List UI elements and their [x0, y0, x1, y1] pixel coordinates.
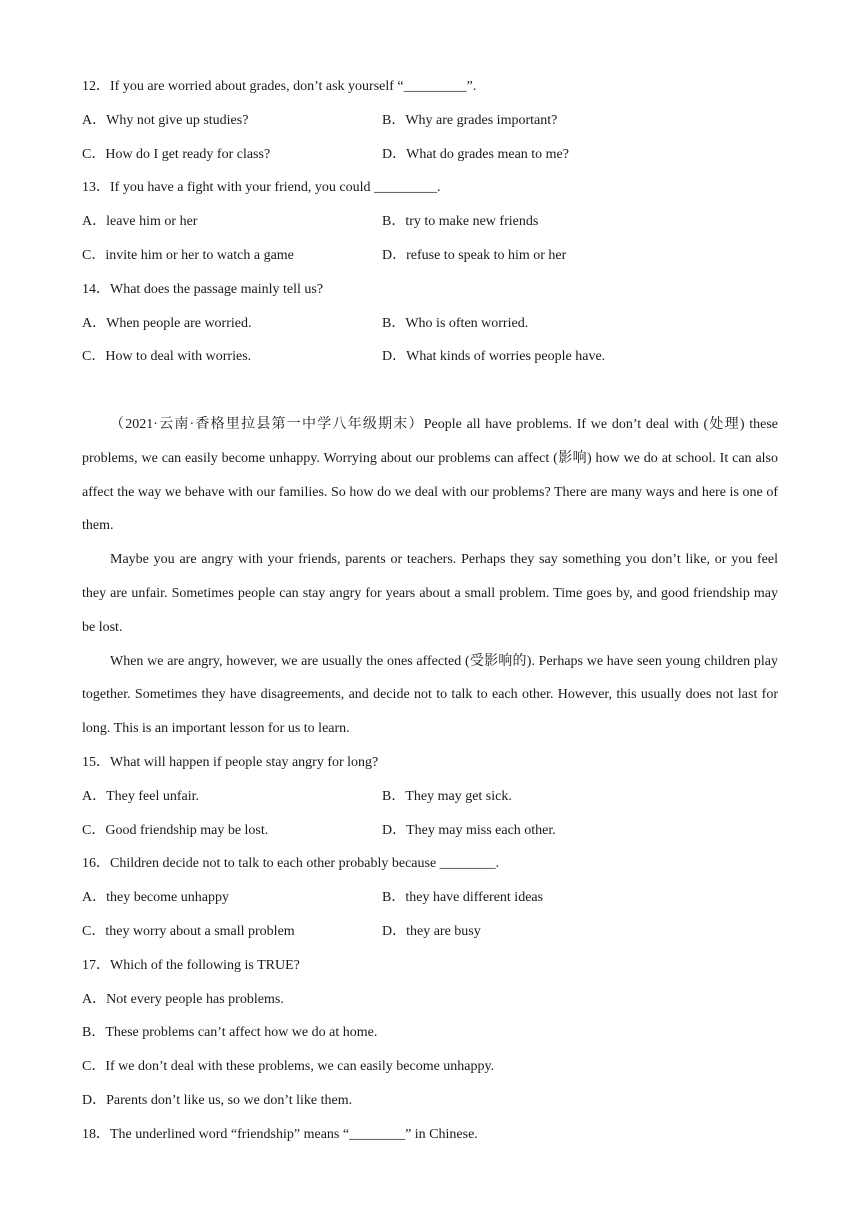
question-13-option-d: D．refuse to speak to him or her — [382, 247, 567, 263]
question-12-option-b: B．Why are grades important? — [382, 112, 558, 128]
question-15-option-c: C．Good friendship may be lost. — [82, 822, 269, 838]
passage-paragraph-1: （2021·云南·香格里拉县第一中学八年级期末）People all have problems. If we don’t deal with (处理) these problems, we can easily become unhappy. Worrying about our problems can affect (影响) how we do at school. It can also affect the way we behave with our families. So how do we deal with our problems? There are many ways and here is one of them. — [82, 416, 778, 534]
question-16-stem: 16．Children decide not to talk to each other probably because ________. — [82, 856, 500, 872]
question-14-option-d: D．What kinds of worries people have. — [382, 349, 606, 365]
question-17-option-c: C．If we don’t deal with these problems, we can easily become unhappy. — [82, 1059, 495, 1075]
question-12-option-c: C．How do I get ready for class? — [82, 146, 271, 162]
question-17-option-b: B．These problems can’t affect how we do at home. — [82, 1025, 378, 1041]
question-16-option-a: A．they become unhappy — [82, 890, 229, 906]
question-16-options-row-1 — [82, 881, 778, 915]
question-14-options-row-2 — [82, 340, 778, 374]
question-15-options-row-1 — [82, 780, 778, 814]
question-12-options-row-1 — [82, 104, 778, 138]
question-16-option-b: B．they have different ideas — [382, 890, 544, 906]
question-18-stem: 18．The underlined word “friendship” means “________” in Chinese. — [82, 1126, 478, 1142]
question-15-option-d: D．They may miss each other. — [382, 822, 556, 838]
section-spacer — [82, 374, 778, 408]
question-17-option-a: A．Not every people has problems. — [82, 991, 284, 1007]
question-17-stem: 17．Which of the following is TRUE? — [82, 957, 300, 973]
question-15-stem: 15．What will happen if people stay angry for long? — [82, 754, 379, 770]
question-13-option-b: B．try to make new friends — [382, 214, 539, 230]
passage-paragraph-2: Maybe you are angry with your friends, parents or teachers. Perhaps they say something you don’t like, or you feel they are unfair. Sometimes people can stay angry for years about a small problem. Time goes by, and good friendship may be lost. — [82, 552, 778, 635]
question-14-option-a: A．When people are worried. — [82, 315, 252, 331]
question-15-option-a: A．They feel unfair. — [82, 788, 200, 804]
passage-paragraph-3: When we are angry, however, we are usually the ones affected (受影响的). Perhaps we have seen young children play together. Sometimes they have disagreements, and decide not to talk to each other. However, this usually does not last for long. This is an important lesson for us to learn. — [82, 653, 778, 737]
question-15-options-row-2 — [82, 814, 778, 848]
question-12-options-row-2 — [82, 138, 778, 172]
question-16-options-row-2 — [82, 915, 778, 949]
question-14-options-row-1 — [82, 307, 778, 341]
question-13-options-row-1 — [82, 205, 778, 239]
question-14-option-c: C．How to deal with worries. — [82, 349, 252, 365]
question-16-option-d: D．they are busy — [382, 923, 481, 939]
question-13-options-row-2 — [82, 239, 778, 273]
question-14-option-b: B．Who is often worried. — [382, 315, 529, 331]
question-17-option-d: D．Parents don’t like us, so we don’t like them. — [82, 1092, 353, 1108]
question-12-option-d: D．What do grades mean to me? — [382, 146, 569, 162]
question-15-option-b: B．They may get sick. — [382, 788, 512, 804]
question-12-stem: 12．If you are worried about grades, don’t ask yourself “_________”. — [82, 79, 477, 94]
question-12-option-a: A．Why not give up studies? — [82, 112, 249, 128]
question-13-stem: 13．If you have a fight with your friend, you could _________. — [82, 180, 441, 196]
question-13-option-a: A．leave him or her — [82, 214, 198, 230]
question-13-option-c: C．invite him or her to watch a game — [82, 247, 294, 263]
question-16-option-c: C．they worry about a small problem — [82, 923, 295, 939]
worksheet-page — [82, 70, 778, 1152]
question-14-stem: 14．What does the passage mainly tell us? — [82, 281, 324, 297]
